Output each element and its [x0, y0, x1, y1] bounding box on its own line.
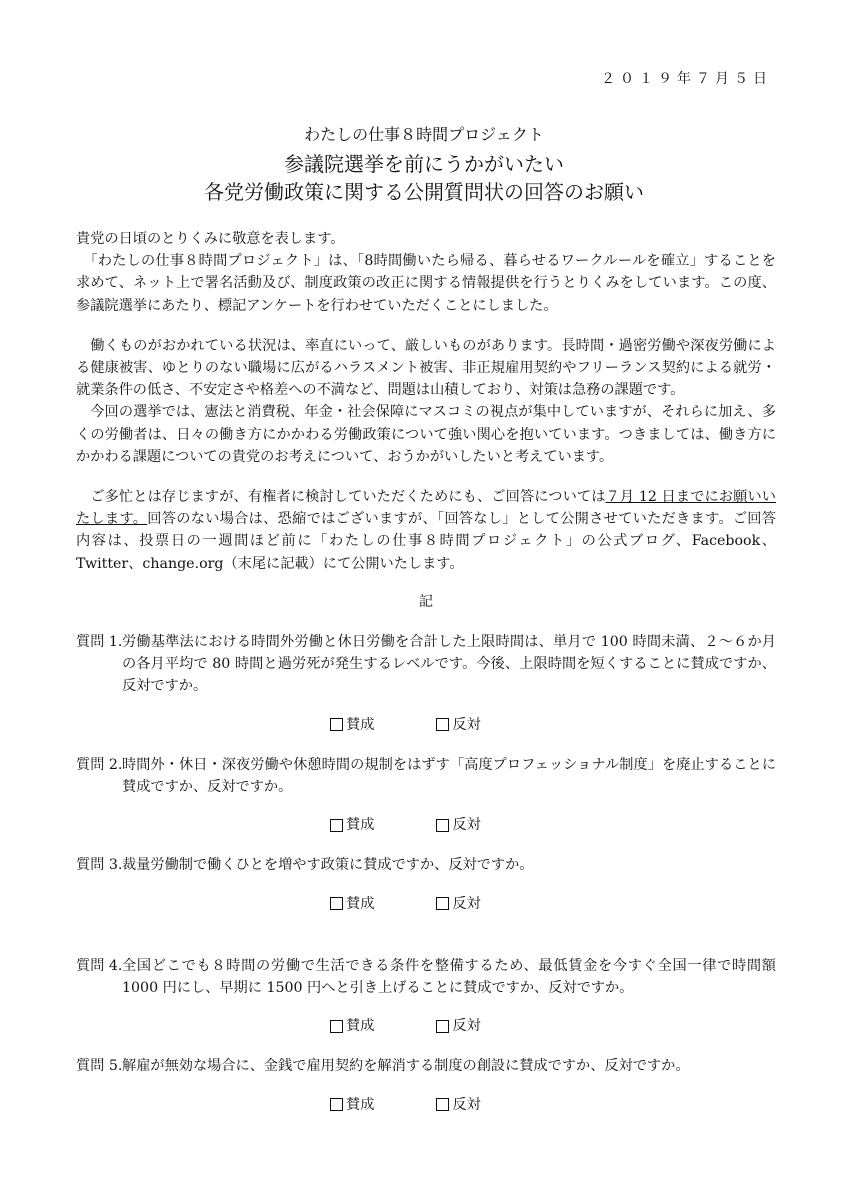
checkbox-icon[interactable] — [436, 1098, 449, 1111]
disagree-label: 反対 — [452, 895, 481, 912]
request-text-a: ご多忙とは存じますが、有権者に検討していただくためにも、ご回答については — [90, 489, 606, 506]
checkbox-icon[interactable] — [436, 718, 449, 731]
agree-option[interactable] — [330, 1094, 374, 1116]
disagree-option[interactable] — [436, 814, 480, 836]
question-text: 時間外・休日・深夜労働や休憩時間の規制をはずす「高度プロフェッショナル制度」を廃止することに賛成ですか、反対ですか。 — [122, 756, 776, 796]
letter-body — [76, 228, 776, 1134]
election-paragraph-text: 今回の選挙では、憲法と消費税、年金・社会保障にマスコミの視点が集中していますが、それらに加え、多くの労働者は、日々の働き方にかかわる労働政策について強い関心を抱いています。つきましては、働き方にかかわる課題についての貴党のお考えについて、おうかがいしたいと考えています。 — [76, 404, 776, 465]
question-number: 質問 4. — [76, 957, 123, 974]
title-block — [0, 124, 848, 206]
greeting-paragraph: 貴党の日頃のとりくみに敬意を表します。 — [76, 231, 345, 247]
agree-label: 賛成 — [346, 1018, 375, 1035]
disagree-option[interactable] — [436, 1015, 480, 1037]
disagree-label: 反対 — [452, 817, 481, 834]
checkbox-icon[interactable] — [436, 897, 449, 910]
main-title-line2: 各党労働政策に関する公開質問状の回答のお願い — [204, 180, 644, 204]
election-paragraph — [76, 401, 776, 468]
agree-option[interactable] — [330, 893, 374, 915]
disagree-label: 反対 — [452, 1018, 481, 1035]
question-text: 解雇が無効な場合に、金銭で雇用契約を解消する制度の創設に賛成ですか、反対ですか。 — [122, 1058, 690, 1075]
checkbox-icon[interactable] — [330, 819, 343, 832]
question-item — [76, 754, 776, 798]
agree-option[interactable] — [330, 1015, 374, 1037]
answer-options — [330, 714, 776, 736]
intro-paragraph-text: 「わたしの仕事８時間プロジェクト」は、「8時間働いたら帰る、暮らせるワークルールを確立」することを求めて、ネット上で署名活動及び、制度政策の改正に関する情報提供を行うとりくみをしています。この度、参議院選挙にあたり、標記アンケートを行わせていただくことにしました。 — [76, 253, 776, 314]
question-number: 質問 1. — [76, 634, 123, 651]
checkbox-icon[interactable] — [330, 1020, 343, 1033]
answer-options — [330, 1094, 776, 1116]
agree-label: 賛成 — [346, 895, 375, 912]
question-item — [76, 631, 776, 698]
agree-option[interactable] — [330, 814, 374, 836]
disagree-option[interactable] — [436, 1094, 480, 1116]
ki-heading: 記 — [418, 593, 434, 610]
request-text-b: 回答のない場合は、恐縮ではございますが、「回答なし」として公開させていただきます。ご回答内容は、投票日の一週間ほど前に「わたしの仕事８時間プロジェクト」の公式ブログ、Facebook、Twitter、change.org（末尾に記載）にて公開いたします。 — [76, 511, 776, 572]
checkbox-icon[interactable] — [330, 718, 343, 731]
disagree-option[interactable] — [436, 893, 480, 915]
question-number: 質問 5. — [76, 1058, 123, 1075]
agree-label: 賛成 — [346, 1096, 375, 1113]
question-text: 裁量労働制で働くひとを増やす政策に賛成ですか、反対ですか。 — [122, 857, 534, 874]
answer-options — [330, 1015, 776, 1037]
checkbox-icon[interactable] — [436, 819, 449, 832]
situation-paragraph — [76, 335, 776, 402]
disagree-label: 反対 — [452, 1096, 481, 1113]
deadline-underlined: ７月 12 日までにお願いいたします。 — [76, 489, 776, 528]
request-paragraph — [76, 486, 776, 575]
agree-label: 賛成 — [346, 716, 375, 733]
question-number: 質問 3. — [76, 857, 123, 874]
question-item — [76, 1055, 776, 1077]
answer-options — [330, 893, 776, 915]
question-item — [76, 854, 776, 876]
agree-label: 賛成 — [346, 817, 375, 834]
agree-option[interactable] — [330, 714, 374, 736]
disagree-option[interactable] — [436, 714, 480, 736]
checkbox-icon[interactable] — [330, 897, 343, 910]
disagree-label: 反対 — [452, 716, 481, 733]
document-date: ２０１９年７月５日 — [601, 71, 772, 87]
question-text: 労働基準法における時間外労働と休日労働を合計した上限時間は、単月で 100 時間未満、２～６か月の各月平均で 80 時間と過労死が発生するレベルです。今後、上限時間を短くすることに賛成ですか、反対ですか。 — [122, 634, 776, 695]
question-number: 質問 2. — [76, 756, 123, 773]
organization-title: わたしの仕事８時間プロジェクト — [304, 125, 544, 144]
checkbox-icon[interactable] — [330, 1098, 343, 1111]
intro-paragraph — [76, 250, 776, 317]
answer-options — [330, 814, 776, 836]
question-item — [76, 955, 776, 999]
question-text: 全国どこでも８時間の労働で生活できる条件を整備するため、最低賃金を今すぐ全国一律で時間額 1000 円にし、早期に 1500 円へと引き上げることに賛成ですか、反対ですか。 — [122, 957, 776, 997]
situation-paragraph-text: 働くものがおかれている状況は、率直にいって、厳しいものがあります。長時間・過密労働や深夜労働による健康被害、ゆとりのない職場に広がるハラスメント被害、非正規雇用契約やフリーランス契約による就労・就業条件の低さ、不安定さや格差への不満など、問題は山積しており、対策は急務の課題です。 — [76, 337, 776, 399]
main-title-line1: 参議院選挙を前にうかがいたい — [284, 152, 564, 176]
checkbox-icon[interactable] — [436, 1020, 449, 1033]
